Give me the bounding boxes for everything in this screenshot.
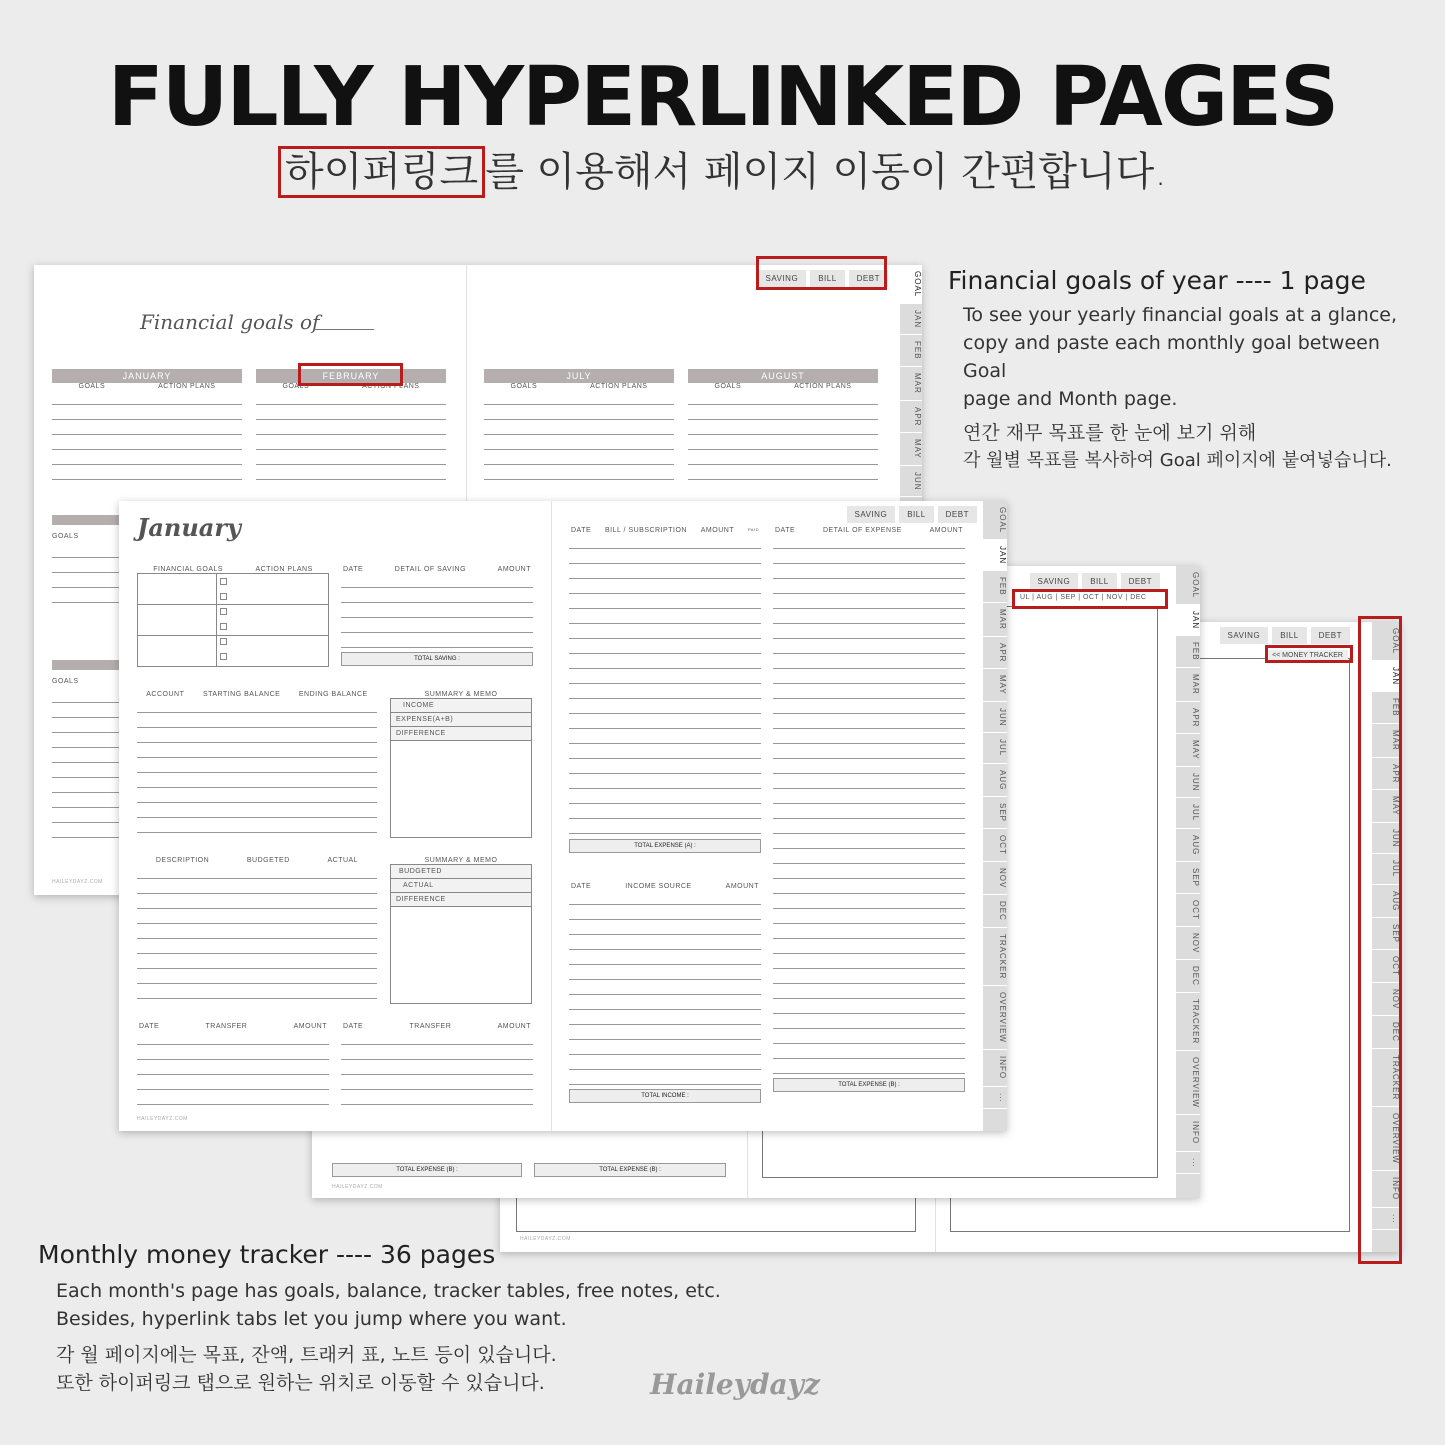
total-saving: TOTAL SAVING : xyxy=(341,652,533,666)
paid-label: PAID xyxy=(747,527,759,532)
budget-table xyxy=(137,857,377,999)
tab-tracker[interactable]: TRACKER xyxy=(1176,993,1200,1051)
income-label: INCOME xyxy=(391,699,531,713)
tab-more[interactable]: ... xyxy=(983,1087,1007,1110)
action-plans-label: ACTION PLANS xyxy=(255,566,313,573)
detail-expense-label: DETAIL OF EXPENSE xyxy=(822,527,902,534)
detail-saving-label: DETAIL OF SAVING xyxy=(394,566,467,573)
summary-memo-label: SUMMARY & MEMO xyxy=(424,691,498,698)
brand-logo: Haileydayz xyxy=(650,1368,820,1401)
bill-link[interactable]: BILL xyxy=(810,270,844,287)
january-page xyxy=(119,501,1007,1131)
starting-balance-label: STARTING BALANCE xyxy=(202,691,281,698)
tracker-top-links xyxy=(1220,627,1350,644)
tab-may[interactable]: MAY xyxy=(1372,790,1400,823)
bill-table xyxy=(569,527,761,853)
expense-label: EXPENSE(A+B) xyxy=(391,713,531,727)
tab-mar[interactable]: MAR xyxy=(983,603,1007,637)
bill-link[interactable]: BILL xyxy=(1272,627,1306,644)
debt-link[interactable]: DEBT xyxy=(1311,627,1350,644)
goal-block-august xyxy=(688,369,878,480)
amount-label: AMOUNT xyxy=(497,566,531,573)
tab-apr[interactable]: APR xyxy=(1176,702,1200,734)
total-expense-b-2: TOTAL EXPENSE (B) : xyxy=(534,1163,726,1177)
tab-overview[interactable]: OVERVIEW xyxy=(1176,1051,1200,1115)
tab-jul[interactable]: JUL xyxy=(1372,854,1400,884)
amount-label: AMOUNT xyxy=(725,883,759,890)
tab-sep[interactable]: SEP xyxy=(1176,862,1200,894)
goals-script-title: Financial goals of xyxy=(140,310,320,334)
description-label: DESCRIPTION xyxy=(155,857,210,864)
total-income: TOTAL INCOME : xyxy=(569,1089,761,1103)
amount-label: AMOUNT xyxy=(293,1023,327,1030)
month-header: JANUARY xyxy=(52,369,242,383)
tab-aug[interactable]: AUG xyxy=(983,764,1007,797)
tab-jan[interactable]: JAN xyxy=(983,540,1007,571)
budgeted-row: BUDGETED xyxy=(391,865,531,879)
difference-row: DIFFERENCE xyxy=(391,893,531,907)
tab-may[interactable]: MAY xyxy=(983,669,1007,702)
summary-memo-1 xyxy=(390,691,532,838)
saving-link[interactable]: SAVING xyxy=(758,270,807,287)
month-nav-highlight xyxy=(1012,589,1168,609)
money-tracker-link[interactable]: << MONEY TRACKER xyxy=(1267,650,1348,661)
amount-label: AMOUNT xyxy=(497,1023,531,1030)
february-highlight xyxy=(298,363,403,386)
tab-apr[interactable]: APR xyxy=(983,637,1007,669)
tracker-desc-ko-2: 또한 하이퍼링크 탭으로 원하는 위치로 이동할 수 있습니다. xyxy=(56,1372,545,1394)
goals-label: GOALS xyxy=(282,383,310,390)
goal-block-january xyxy=(52,369,242,480)
transfer-label: TRANSFER xyxy=(409,1023,452,1030)
financial-goals-label: FINANCIAL GOALS xyxy=(153,566,224,573)
tab-overview[interactable]: OVERVIEW xyxy=(983,986,1007,1050)
tab-sep[interactable]: SEP xyxy=(983,797,1007,829)
total-expense-a: TOTAL EXPENSE (A) : xyxy=(569,839,761,853)
tab-oct[interactable]: OCT xyxy=(983,829,1007,862)
tab-tracker[interactable]: TRACKER xyxy=(983,928,1007,986)
tab-sep[interactable]: SEP xyxy=(1372,918,1400,950)
tab-jan[interactable]: JAN xyxy=(1372,661,1400,692)
goals-description xyxy=(948,266,1428,475)
tracker-description xyxy=(38,1240,738,1397)
tab-feb[interactable]: FEB xyxy=(1372,692,1400,724)
goals-label: GOALS xyxy=(510,383,538,390)
action-label: ACTION PLANS xyxy=(158,383,216,390)
tab-aug[interactable]: AUG xyxy=(1372,885,1400,918)
income-table xyxy=(569,883,761,1103)
tab-info[interactable]: INFO xyxy=(983,1050,1007,1086)
tab-dec[interactable]: DEC xyxy=(1176,960,1200,993)
transfer-table-1 xyxy=(137,1023,329,1105)
tab-mar[interactable]: MAR xyxy=(1176,668,1200,702)
transfer-table-2 xyxy=(341,1023,533,1105)
summary-memo-2 xyxy=(390,857,532,1004)
tab-more[interactable]: ... xyxy=(1372,1208,1400,1231)
goals-label: GOALS xyxy=(52,533,79,540)
goals-desc-en-1: To see your yearly financial goals at a glance, xyxy=(963,304,1398,326)
january-side-tabs xyxy=(983,501,1007,1131)
month-title: January xyxy=(137,513,241,542)
tracker-desc-ko-1: 각 월 페이지에는 목표, 잔액, 트래커 표, 노트 등이 있습니다. xyxy=(56,1344,557,1366)
january-top-links xyxy=(847,506,977,523)
page-footer: HAILEYDAYZ.COM xyxy=(332,1184,383,1190)
tab-oct[interactable]: OCT xyxy=(1176,894,1200,927)
tab-jan[interactable]: JAN xyxy=(900,304,922,335)
summary-memo-label: SUMMARY & MEMO xyxy=(424,857,498,864)
hyperlink-highlight: 하이퍼링크 xyxy=(278,146,485,198)
month-header: JULY xyxy=(484,369,674,383)
tab-more[interactable]: ... xyxy=(1176,1152,1200,1175)
tab-info[interactable]: INFO xyxy=(1372,1171,1400,1207)
saving-link[interactable]: SAVING xyxy=(847,506,896,523)
date-label: DATE xyxy=(343,1023,364,1030)
action-label: ACTION PLANS xyxy=(794,383,852,390)
financial-goals-table xyxy=(137,566,329,667)
tab-goal[interactable]: GOAL xyxy=(983,501,1007,540)
tracker-desc-en-2: Besides, hyperlink tabs let you jump where you want. xyxy=(56,1308,567,1330)
headline: FULLY HYPERLINKED PAGES xyxy=(107,50,1338,145)
actual-row: ACTUAL xyxy=(391,879,531,893)
tab-apr[interactable]: APR xyxy=(1372,758,1400,790)
side-tabs-highlight xyxy=(1358,616,1402,1264)
goals-desc-ko-1: 연간 재무 목표를 한 눈에 보기 위해 xyxy=(963,422,1257,444)
goal-block-lower-1 xyxy=(52,515,122,603)
tab-aug[interactable]: AUG xyxy=(1176,829,1200,862)
amount-label: AMOUNT xyxy=(700,527,735,534)
total-expense-b: TOTAL EXPENSE (B) : xyxy=(773,1078,965,1092)
income-source-label: INCOME SOURCE xyxy=(625,883,692,890)
tab-feb[interactable]: FEB xyxy=(1176,636,1200,668)
debt-link[interactable]: DEBT xyxy=(849,270,888,287)
goals-label: GOALS xyxy=(52,678,79,685)
saving-table xyxy=(341,566,533,666)
tab-info[interactable]: INFO xyxy=(1176,1115,1200,1151)
tab-goal[interactable]: GOAL xyxy=(900,265,922,304)
middle-side-tabs xyxy=(1176,566,1200,1198)
ending-balance-label: ENDING BALANCE xyxy=(298,691,368,698)
transfer-label: TRANSFER xyxy=(205,1023,248,1030)
tab-dec[interactable]: DEC xyxy=(1372,1016,1400,1049)
budgeted-label: BUDGETED xyxy=(246,857,290,864)
date-label: DATE xyxy=(139,1023,160,1030)
bill-link[interactable]: BILL xyxy=(899,506,933,523)
date-label: DATE xyxy=(343,566,364,573)
month-header: AUGUST xyxy=(688,369,878,383)
tab-nov[interactable]: NOV xyxy=(983,862,1007,895)
tab-jun[interactable]: JUN xyxy=(983,702,1007,734)
tab-goal[interactable]: GOAL xyxy=(1372,622,1400,661)
goals-desc-en-2: copy and paste each monthly goal between Goal xyxy=(963,332,1380,382)
page-footer: HAILEYDAYZ.COM xyxy=(520,1236,571,1242)
tab-jul[interactable]: JUL xyxy=(983,733,1007,763)
goals-label: GOALS xyxy=(714,383,742,390)
middle-top-links xyxy=(1030,573,1160,590)
saving-link[interactable]: SAVING xyxy=(1220,627,1269,644)
tab-jul[interactable]: JUL xyxy=(1176,798,1200,828)
tab-dec[interactable]: DEC xyxy=(983,895,1007,928)
tab-jun[interactable]: JUN xyxy=(900,466,922,498)
tab-goal[interactable]: GOAL xyxy=(1176,566,1200,605)
subline xyxy=(0,140,1445,197)
tab-jun[interactable]: JUN xyxy=(1372,823,1400,855)
tab-mar[interactable]: MAR xyxy=(900,367,922,401)
page-footer: HAILEYDAYZ.COM xyxy=(137,1116,188,1122)
date-label: DATE xyxy=(775,527,796,534)
month-header[interactable]: FEBRUARY xyxy=(256,369,446,383)
goals-desc-title: Financial goals of year ---- 1 page xyxy=(948,266,1366,295)
tab-tracker[interactable]: TRACKER xyxy=(1372,1049,1400,1107)
tab-feb[interactable]: FEB xyxy=(983,571,1007,603)
tab-may[interactable]: MAY xyxy=(900,433,922,466)
difference-label: DIFFERENCE xyxy=(391,727,531,741)
tab-nov[interactable]: NOV xyxy=(1176,927,1200,960)
account-label: ACCOUNT xyxy=(146,691,185,698)
bill-link[interactable]: BILL xyxy=(1082,573,1116,590)
tracker-desc-title: Monthly money tracker ---- 36 pages xyxy=(38,1240,496,1269)
debt-link[interactable]: DEBT xyxy=(1121,573,1160,590)
tab-mar[interactable]: MAR xyxy=(1372,724,1400,758)
tab-oct[interactable]: OCT xyxy=(1372,950,1400,983)
goal-block-lower-2 xyxy=(52,660,122,838)
date-label: DATE xyxy=(571,527,592,534)
tab-feb[interactable]: FEB xyxy=(900,335,922,367)
tab-may[interactable]: MAY xyxy=(1176,734,1200,767)
goals-desc-ko-2: 각 월별 목표를 복사하여 Goal 페이지에 붙여넣습니다. xyxy=(963,450,1392,471)
goals-footer: HAILEYDAYZ.COM xyxy=(52,879,103,885)
account-table xyxy=(137,691,377,833)
goals-label: GOALS xyxy=(78,383,106,390)
tab-jan[interactable]: JAN xyxy=(1176,605,1200,636)
amount-label: AMOUNT xyxy=(929,527,963,534)
goal-block-july xyxy=(484,369,674,480)
action-label: ACTION PLANS xyxy=(362,383,420,390)
tab-jun[interactable]: JUN xyxy=(1176,767,1200,799)
money-tracker-highlight xyxy=(1265,645,1353,663)
total-expense-b-1: TOTAL EXPENSE (B) : xyxy=(332,1163,522,1177)
tab-nov[interactable]: NOV xyxy=(1372,983,1400,1016)
tab-overview[interactable]: OVERVIEW xyxy=(1372,1107,1400,1171)
action-label: ACTION PLANS xyxy=(590,383,648,390)
tab-apr[interactable]: APR xyxy=(900,401,922,433)
expense-detail-table xyxy=(773,527,965,1092)
debt-link[interactable]: DEBT xyxy=(938,506,977,523)
bill-subscription-label: BILL / SUBSCRIPTION xyxy=(604,527,687,534)
goals-desc-en-3: page and Month page. xyxy=(963,388,1178,410)
goals-top-links-highlight xyxy=(756,256,887,290)
saving-link[interactable]: SAVING xyxy=(1030,573,1079,590)
subline-rest: 를 이용해서 페이지 이동이 간편합니다. xyxy=(485,149,1168,195)
tracker-desc-en-1: Each month's page has goals, balance, tracker tables, free notes, etc. xyxy=(56,1280,721,1302)
date-label: DATE xyxy=(571,883,592,890)
month-nav-links[interactable]: UL | AUG | SEP | OCT | NOV | DEC xyxy=(1020,594,1147,601)
actual-label: ACTUAL xyxy=(327,857,359,864)
